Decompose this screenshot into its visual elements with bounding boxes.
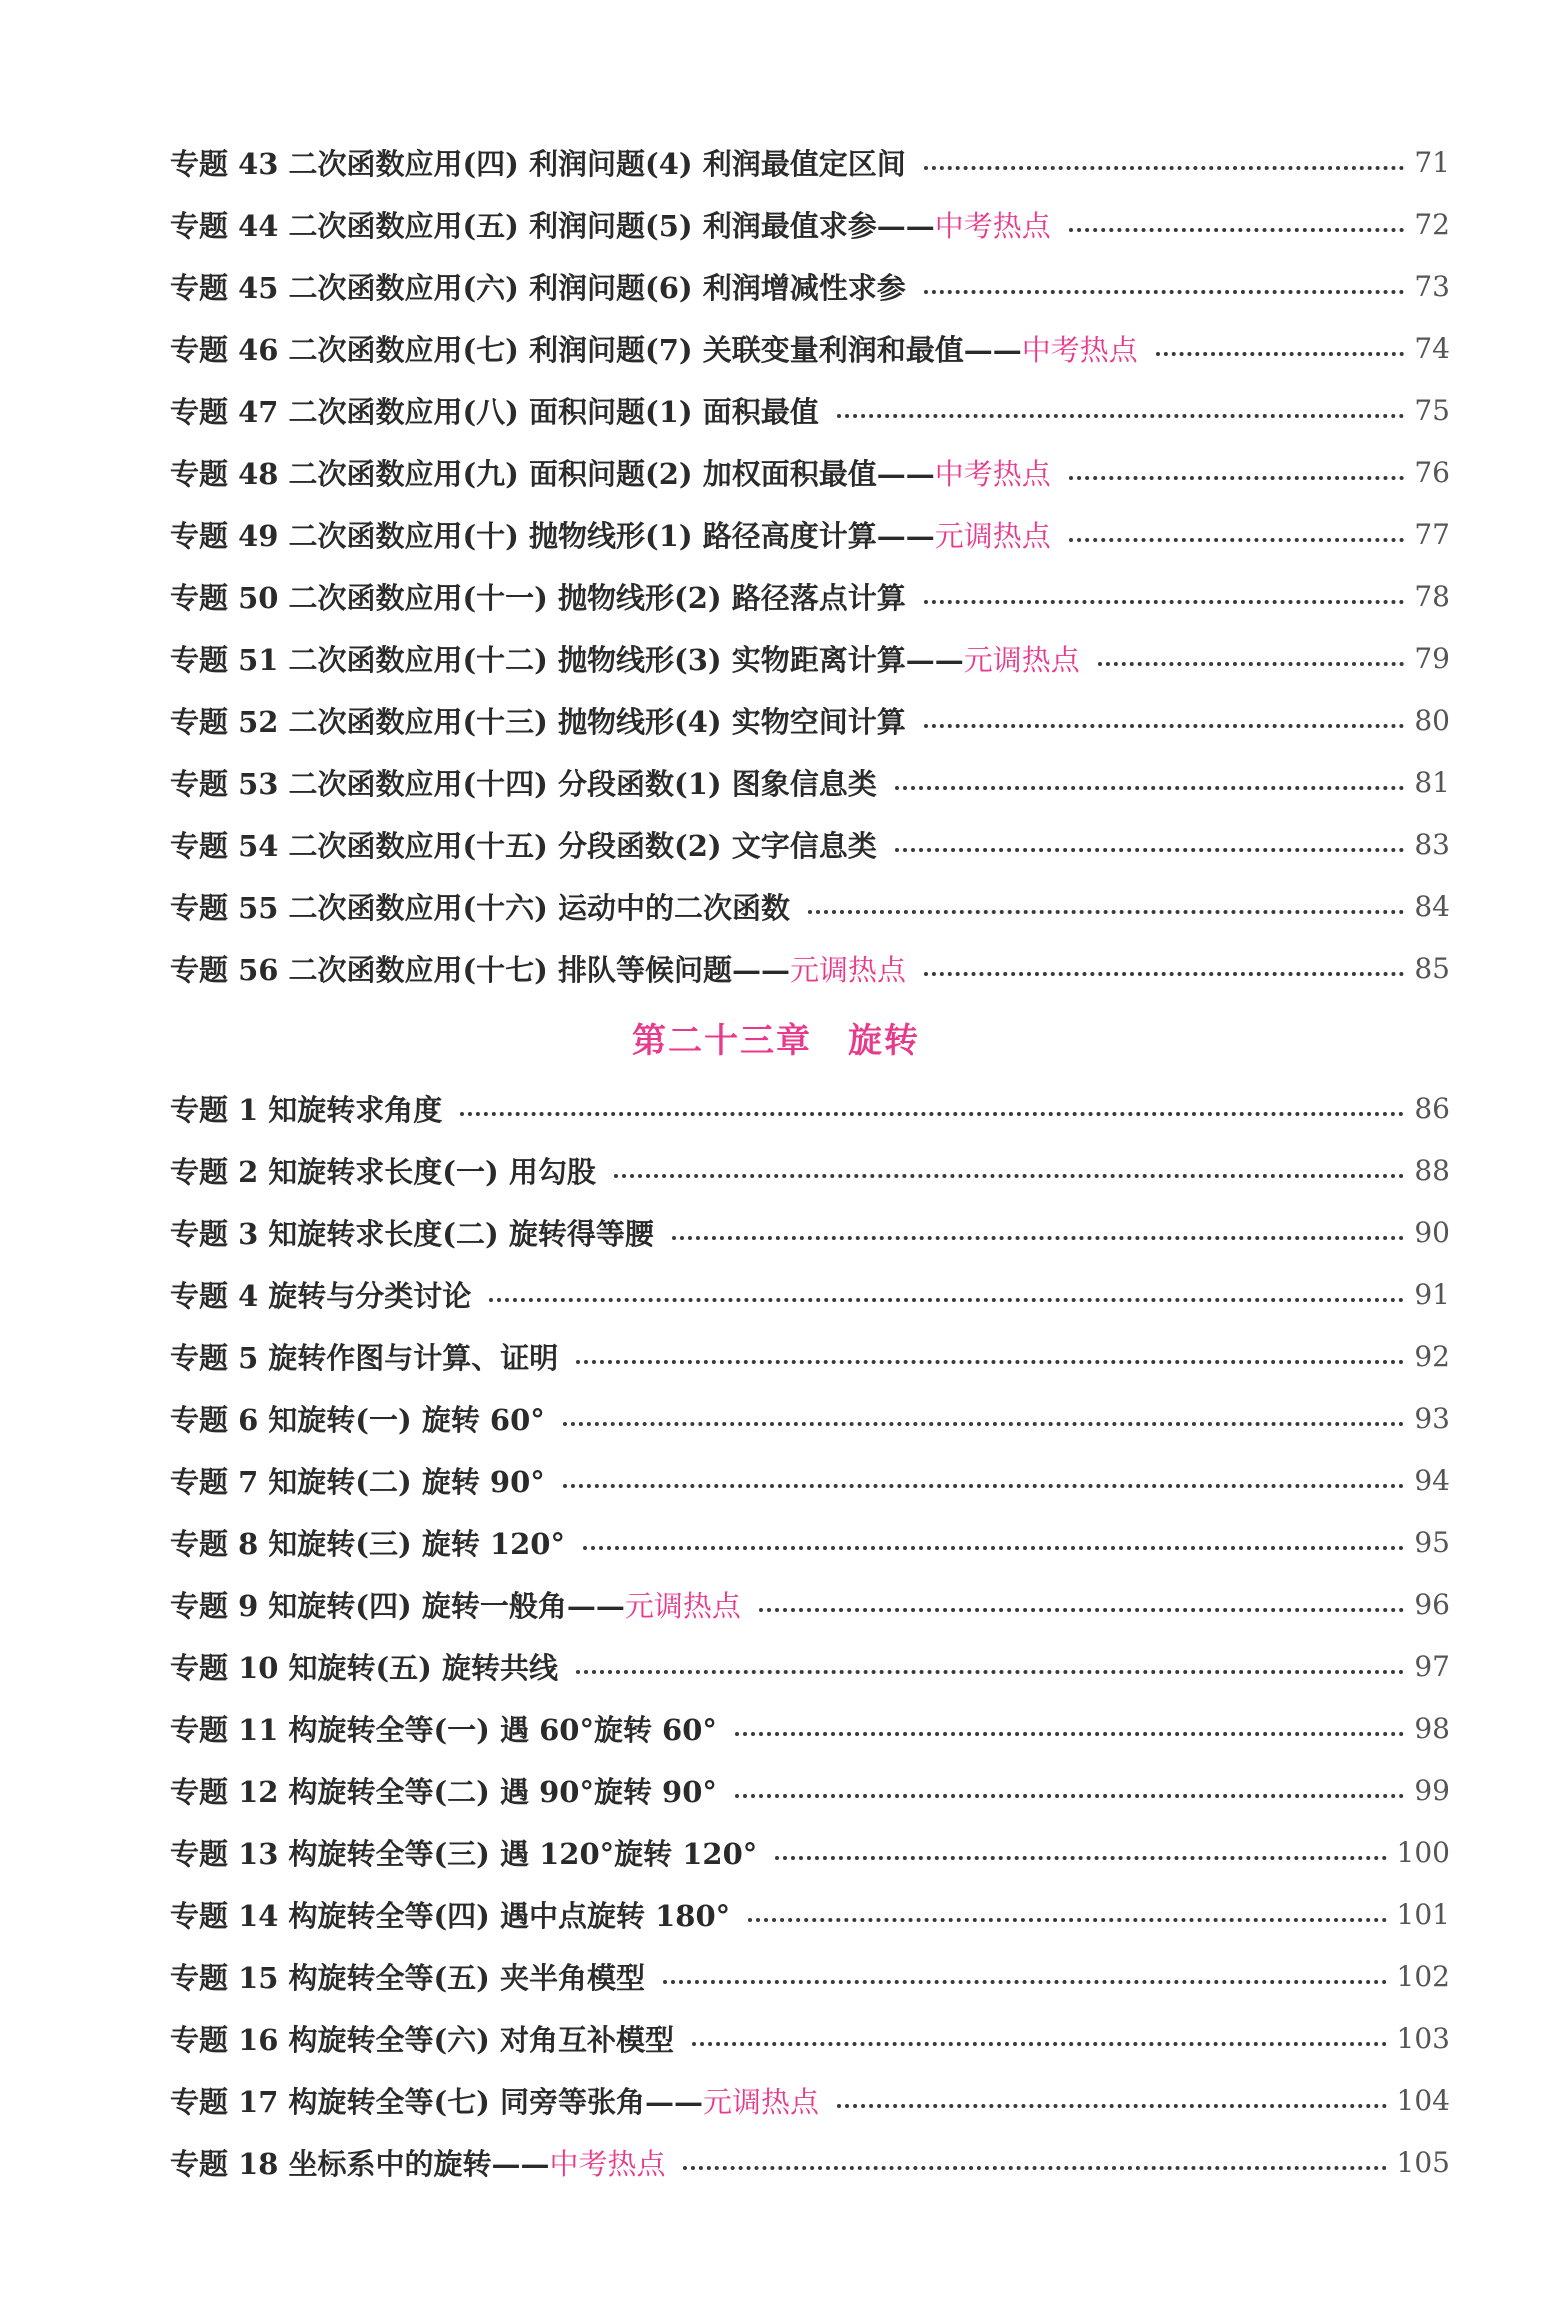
chapter-heading: 第二十三章 旋转	[632, 1021, 920, 1061]
toc-entry	[170, 1457, 1450, 1503]
dot-leader	[692, 2042, 1387, 2046]
dot-leader	[1069, 228, 1405, 232]
entry-number: 专题 55	[170, 890, 279, 925]
entry-number: 专题 7	[170, 1464, 259, 1499]
page-number: 76	[1414, 455, 1450, 489]
entry-title: 知旋转求长度(二) 旋转得等腰	[268, 1216, 654, 1251]
page-number: 78	[1414, 579, 1450, 613]
hot-topic-tag: 元调热点	[703, 2084, 820, 2119]
page-number: 105	[1396, 2145, 1450, 2179]
page-number: 100	[1396, 1835, 1450, 1869]
entry-title: 二次函数应用(十二) 抛物线形(3) 实物距离计算——元调热点	[288, 642, 1080, 677]
toc-entry	[170, 1085, 1450, 1131]
entry-title: 构旋转全等(七) 同旁等张角——元调热点	[288, 2084, 820, 2119]
entry-number: 专题 51	[170, 642, 279, 677]
dot-leader	[489, 1298, 1404, 1302]
dot-leader	[614, 1174, 1405, 1178]
entry-title: 二次函数应用(十七) 排队等候问题——元调热点	[288, 952, 907, 987]
entry-title: 二次函数应用(十四) 分段函数(1) 图象信息类	[288, 766, 877, 801]
toc-entry	[170, 2139, 1450, 2185]
dot-leader	[576, 1670, 1404, 1674]
hot-topic-tag: 元调热点	[934, 518, 1051, 553]
toc-entry	[170, 1643, 1450, 1689]
dot-leader	[759, 1608, 1405, 1612]
entry-number: 专题 50	[170, 580, 279, 615]
toc-entry	[170, 1333, 1450, 1379]
entry-number: 专题 6	[170, 1402, 259, 1437]
dot-leader	[563, 1422, 1405, 1426]
page-number: 75	[1414, 393, 1450, 427]
entry-title: 构旋转全等(一) 遇 60°旋转 60°	[288, 1712, 717, 1747]
entry-number: 专题 47	[170, 394, 279, 429]
entry-title: 构旋转全等(三) 遇 120°旋转 120°	[288, 1836, 758, 1871]
entry-number: 专题 44	[170, 208, 279, 243]
toc-entry	[170, 1581, 1450, 1627]
dot-leader	[1098, 662, 1405, 666]
entry-title: 知旋转(五) 旋转共线	[288, 1650, 558, 1685]
toc-entry	[170, 325, 1450, 371]
entry-title: 知旋转求长度(一) 用勾股	[268, 1154, 596, 1189]
toc-entry	[170, 1147, 1450, 1193]
dot-leader	[924, 600, 1405, 604]
toc-entry	[170, 1829, 1450, 1875]
entry-number: 专题 52	[170, 704, 279, 739]
toc-entry	[170, 573, 1450, 619]
page-number: 73	[1414, 269, 1450, 303]
page-number: 79	[1414, 641, 1450, 675]
page-number: 103	[1396, 2021, 1450, 2055]
dot-leader	[808, 910, 1404, 914]
entry-number: 专题 53	[170, 766, 279, 801]
hot-topic-tag: 中考热点	[934, 208, 1051, 243]
entry-number: 专题 2	[170, 1154, 259, 1189]
page-number: 97	[1414, 1649, 1450, 1683]
entry-title: 构旋转全等(二) 遇 90°旋转 90°	[288, 1774, 717, 1809]
page-number: 84	[1414, 889, 1450, 923]
entry-number: 专题 54	[170, 828, 279, 863]
entry-title: 旋转作图与计算、证明	[268, 1340, 559, 1375]
entry-title: 构旋转全等(四) 遇中点旋转 180°	[288, 1898, 731, 1933]
toc-entry	[170, 1767, 1450, 1813]
entry-title: 二次函数应用(十五) 分段函数(2) 文字信息类	[288, 828, 877, 863]
dot-leader	[895, 848, 1405, 852]
entry-number: 专题 3	[170, 1216, 259, 1251]
hot-topic-tag: 元调热点	[963, 642, 1080, 677]
dot-leader	[1069, 476, 1405, 480]
toc-entry	[170, 263, 1450, 309]
entry-number: 专题 9	[170, 1588, 259, 1623]
entry-number: 专题 56	[170, 952, 279, 987]
dot-leader	[924, 166, 1405, 170]
dot-leader	[735, 1732, 1404, 1736]
entry-number: 专题 46	[170, 332, 279, 367]
entry-title: 二次函数应用(十) 抛物线形(1) 路径高度计算——元调热点	[288, 518, 1051, 553]
dot-leader	[924, 290, 1405, 294]
entry-number: 专题 48	[170, 456, 279, 491]
entry-number: 专题 18	[170, 2146, 279, 2181]
page-number: 77	[1414, 517, 1450, 551]
hot-topic-tag: 中考热点	[549, 2146, 666, 2181]
page-number: 81	[1414, 765, 1450, 799]
entry-title: 知旋转(四) 旋转一般角——元调热点	[268, 1588, 741, 1623]
toc-entry	[170, 449, 1450, 495]
page-number: 96	[1414, 1587, 1450, 1621]
entry-title: 二次函数应用(七) 利润问题(7) 关联变量利润和最值——中考热点	[288, 332, 1138, 367]
page-number: 102	[1396, 1959, 1450, 1993]
entry-title: 知旋转求角度	[268, 1092, 443, 1127]
entry-number: 专题 43	[170, 146, 279, 181]
entry-number: 专题 16	[170, 2022, 279, 2057]
page-number: 91	[1414, 1277, 1450, 1311]
entry-number: 专题 5	[170, 1340, 259, 1375]
page-number: 85	[1414, 951, 1450, 985]
dot-leader	[837, 2104, 1387, 2108]
page-number: 74	[1414, 331, 1450, 365]
dot-leader	[837, 414, 1405, 418]
toc-entry	[170, 1519, 1450, 1565]
page-number: 95	[1414, 1525, 1450, 1559]
entry-title: 二次函数应用(六) 利润问题(6) 利润增减性求参	[288, 270, 906, 305]
toc-entry	[170, 1271, 1450, 1317]
entry-number: 专题 4	[170, 1278, 259, 1313]
toc-entry	[170, 2015, 1450, 2061]
entry-number: 专题 1	[170, 1092, 259, 1127]
entry-number: 专题 11	[170, 1712, 279, 1747]
toc-entry	[170, 883, 1450, 929]
dot-leader	[576, 1360, 1404, 1364]
entry-title: 旋转与分类讨论	[268, 1278, 472, 1313]
dot-leader	[563, 1484, 1405, 1488]
entry-title: 二次函数应用(八) 面积问题(1) 面积最值	[288, 394, 819, 429]
dot-leader	[583, 1546, 1404, 1550]
entry-number: 专题 13	[170, 1836, 279, 1871]
dot-leader	[1156, 352, 1405, 356]
toc-entry	[170, 821, 1450, 867]
toc-entry	[170, 139, 1450, 185]
dot-leader	[924, 724, 1405, 728]
toc-entry	[170, 1209, 1450, 1255]
dot-leader	[775, 1856, 1386, 1860]
page-number: 72	[1414, 207, 1450, 241]
page-number: 71	[1414, 145, 1450, 179]
hot-topic-tag: 元调热点	[790, 952, 907, 987]
toc-entry	[170, 635, 1450, 681]
page-number: 92	[1414, 1339, 1450, 1373]
entry-title: 知旋转(三) 旋转 120°	[268, 1526, 565, 1561]
toc-entry	[170, 511, 1450, 557]
toc-entry	[170, 2077, 1450, 2123]
entry-title: 构旋转全等(六) 对角互补模型	[288, 2022, 674, 2057]
toc-entry	[170, 759, 1450, 805]
entry-title: 二次函数应用(五) 利润问题(5) 利润最值求参——中考热点	[288, 208, 1051, 243]
entry-title: 二次函数应用(十六) 运动中的二次函数	[288, 890, 790, 925]
entry-title: 坐标系中的旋转——中考热点	[288, 2146, 666, 2181]
dot-leader	[895, 786, 1405, 790]
entry-title: 构旋转全等(五) 夹半角模型	[288, 1960, 645, 1995]
dot-leader	[663, 1980, 1387, 1984]
entry-number: 专题 8	[170, 1526, 259, 1561]
dot-leader	[748, 1918, 1386, 1922]
toc-entry	[170, 387, 1450, 433]
toc-entry	[170, 697, 1450, 743]
dot-leader	[672, 1236, 1405, 1240]
entry-number: 专题 15	[170, 1960, 279, 1995]
entry-number: 专题 49	[170, 518, 279, 553]
dot-leader	[1069, 538, 1405, 542]
dot-leader	[735, 1794, 1404, 1798]
dot-leader	[683, 2166, 1386, 2170]
entry-title: 知旋转(一) 旋转 60°	[268, 1402, 545, 1437]
dot-leader	[460, 1112, 1404, 1116]
toc-entry	[170, 1395, 1450, 1441]
toc-entry	[170, 201, 1450, 247]
page-number: 99	[1414, 1773, 1450, 1807]
entry-title: 二次函数应用(九) 面积问题(2) 加权面积最值——中考热点	[288, 456, 1051, 491]
entry-title: 二次函数应用(十一) 抛物线形(2) 路径落点计算	[288, 580, 906, 615]
page-number: 88	[1414, 1153, 1450, 1187]
page-number: 90	[1414, 1215, 1450, 1249]
entry-number: 专题 17	[170, 2084, 279, 2119]
entry-title: 二次函数应用(四) 利润问题(4) 利润最值定区间	[288, 146, 906, 181]
page-number: 80	[1414, 703, 1450, 737]
dot-leader	[924, 972, 1404, 976]
entry-number: 专题 12	[170, 1774, 279, 1809]
page-number: 98	[1414, 1711, 1450, 1745]
toc-entry	[170, 1953, 1450, 1999]
entry-number: 专题 14	[170, 1898, 279, 1933]
toc-entry	[170, 1891, 1450, 1937]
page-number: 83	[1414, 827, 1450, 861]
hot-topic-tag: 中考热点	[934, 456, 1051, 491]
toc-entry	[170, 1705, 1450, 1751]
page-number: 86	[1414, 1091, 1450, 1125]
hot-topic-tag: 元调热点	[624, 1588, 741, 1623]
hot-topic-tag: 中考热点	[1021, 332, 1138, 367]
entry-number: 专题 45	[170, 270, 279, 305]
entry-title: 二次函数应用(十三) 抛物线形(4) 实物空间计算	[288, 704, 906, 739]
entry-title: 知旋转(二) 旋转 90°	[268, 1464, 545, 1499]
entry-number: 专题 10	[170, 1650, 279, 1685]
page-number: 101	[1396, 1897, 1450, 1931]
page-number: 104	[1396, 2083, 1450, 2117]
page-number: 94	[1414, 1463, 1450, 1497]
page-number: 93	[1414, 1401, 1450, 1435]
toc-entry	[170, 945, 1450, 991]
